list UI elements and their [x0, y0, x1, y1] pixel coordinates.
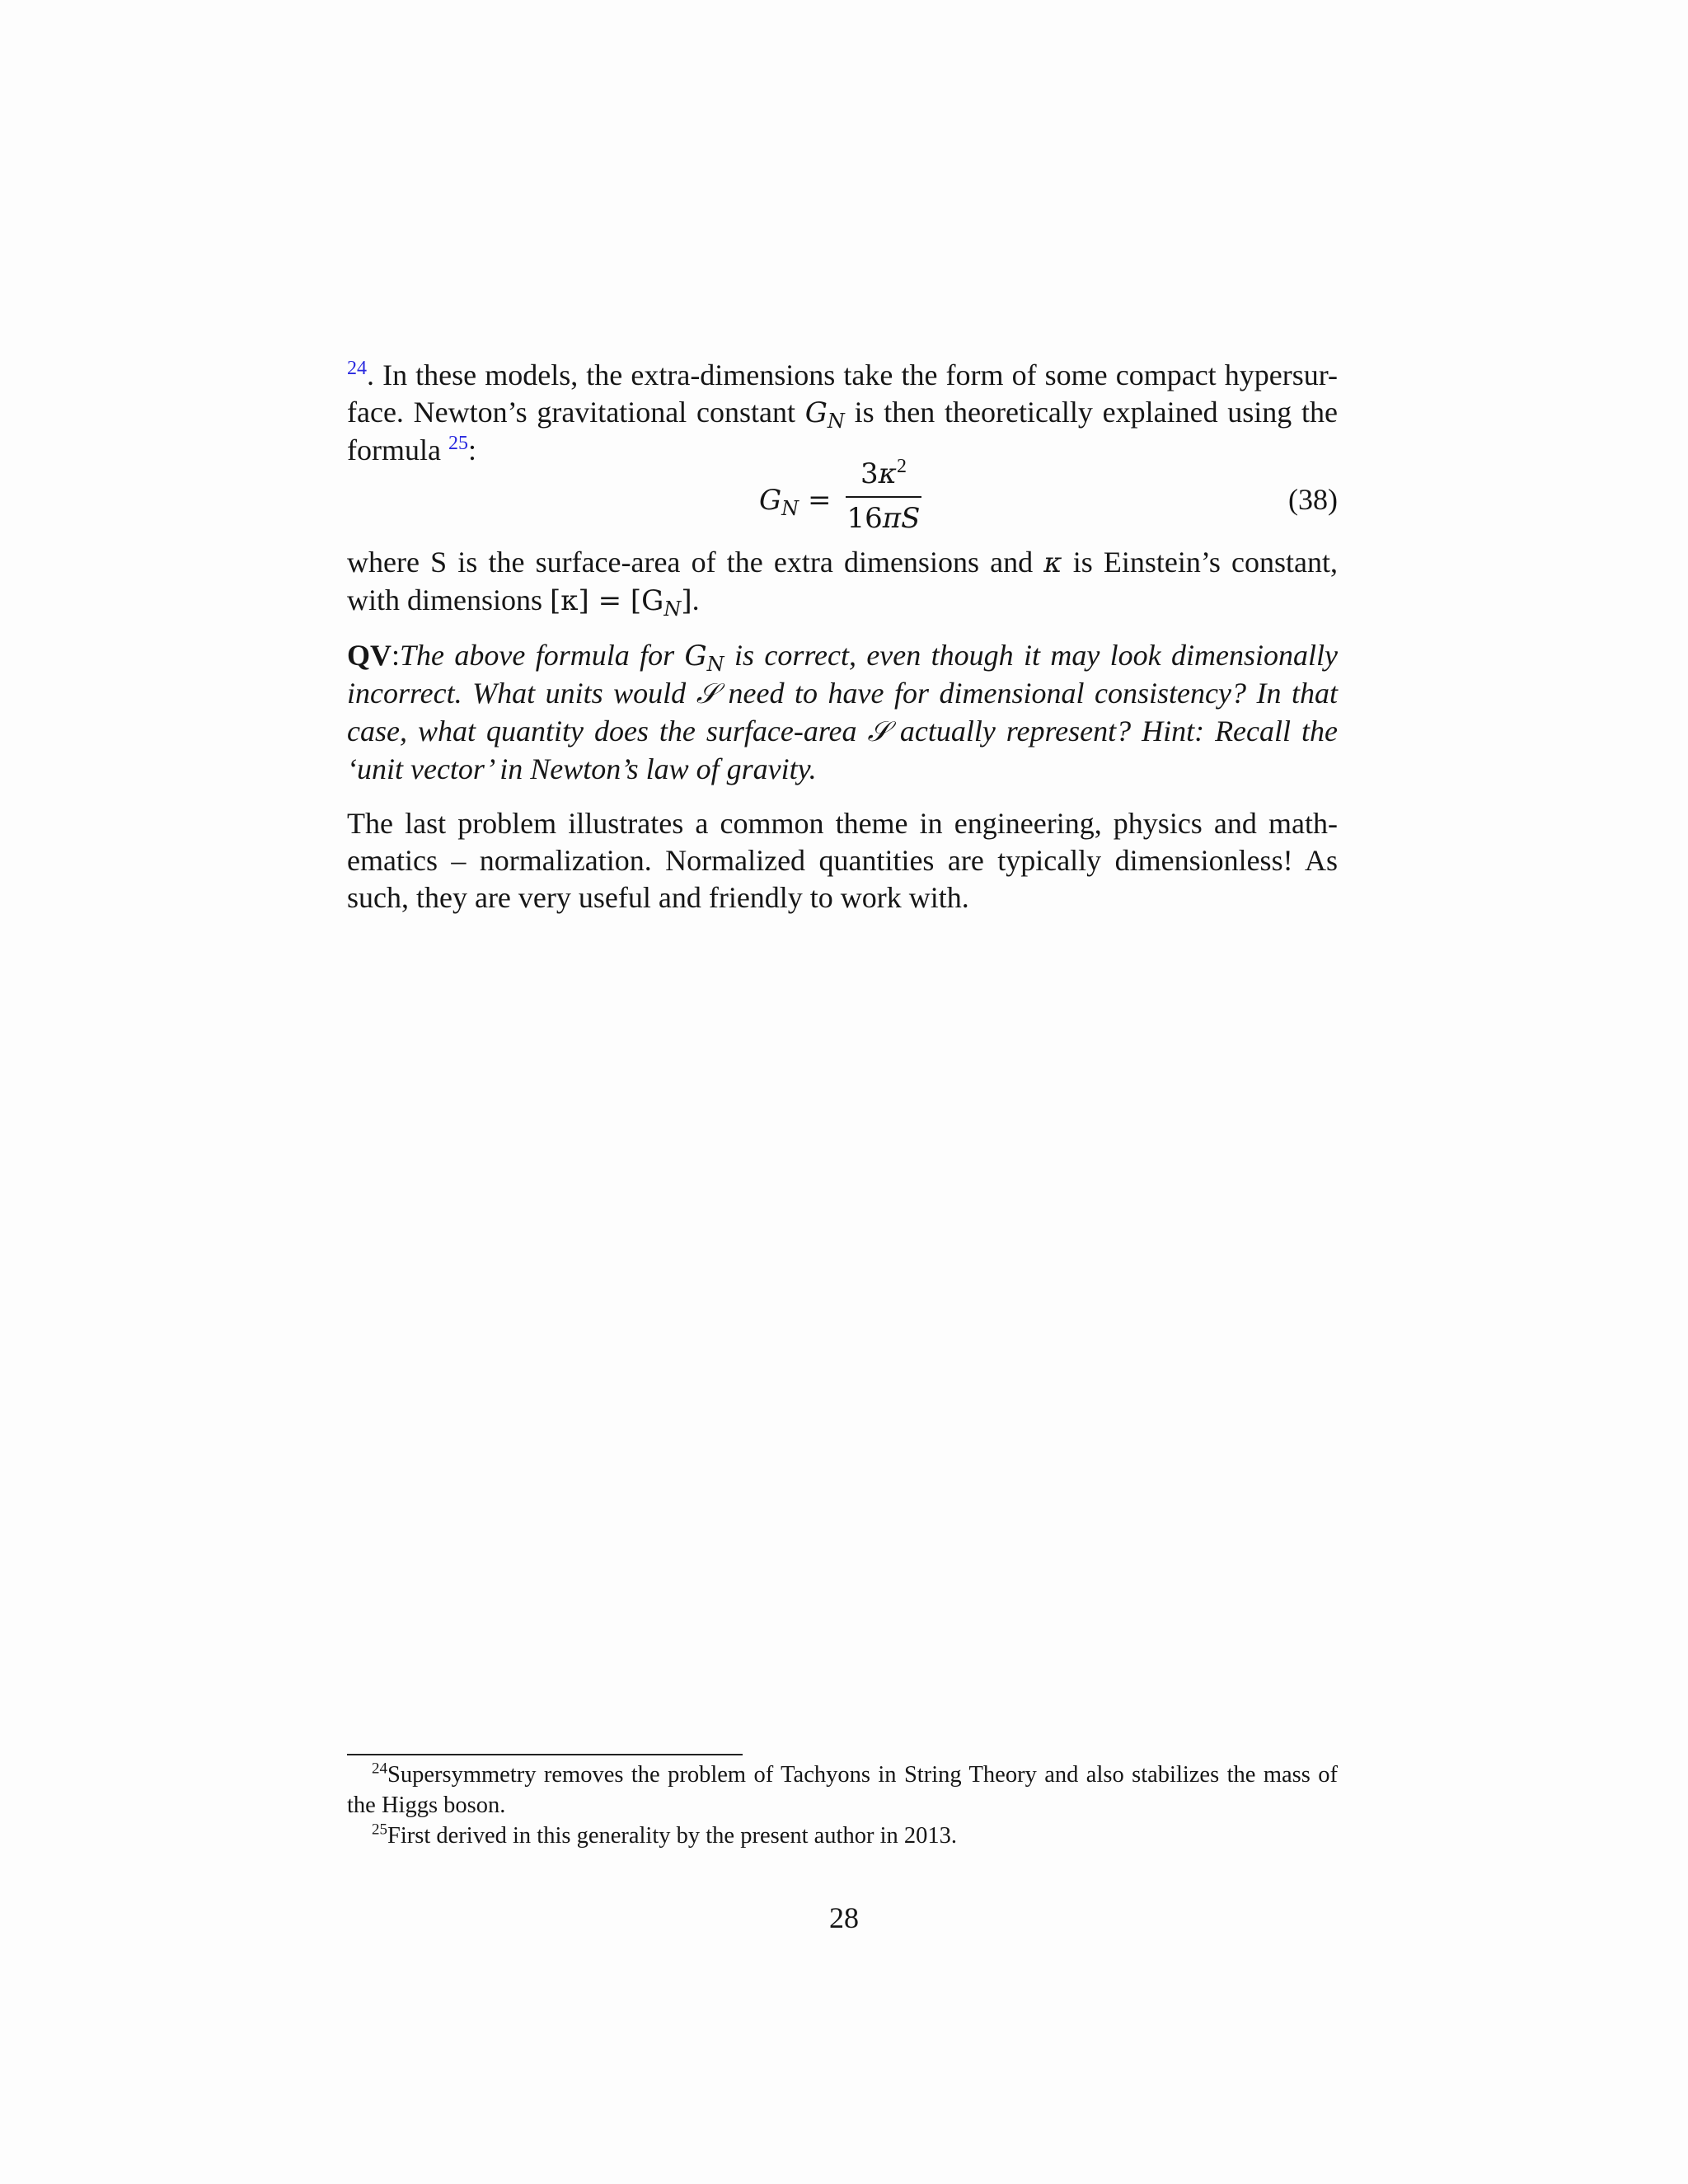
qv-paragraph	[347, 637, 1338, 788]
equation-lhs	[759, 481, 831, 519]
intro-paragraph	[347, 357, 1338, 469]
explanation-text-b: is Einstein’s constant, with dimensions	[347, 546, 1338, 616]
math-sub-n: N	[827, 410, 845, 433]
math-bracket-kappa: [κ]	[550, 584, 589, 617]
eq-g: G	[759, 484, 782, 517]
qv-text-a: The above formula for	[400, 639, 685, 672]
den-pi: π	[882, 502, 902, 535]
explanation-text-a: where S is the surface-area of the extra dimensions and	[347, 546, 1044, 579]
intro-text-c: :	[467, 434, 476, 466]
num-kappa: κ	[878, 457, 897, 490]
math-bracket-sub-n: N	[663, 598, 682, 621]
qv-text-b: is correct, even though it may look dimensionally incorrect. What units would	[347, 639, 1338, 710]
explanation-paragraph	[347, 544, 1338, 620]
footnote-ref-24[interactable]: 24	[347, 358, 367, 379]
footnote-ref-25[interactable]: 25	[448, 433, 468, 454]
footnote-mark-25: 25	[372, 1821, 387, 1839]
eq-sub-n: N	[781, 497, 799, 520]
fraction-denominator	[846, 499, 921, 537]
fraction-bar	[846, 496, 921, 498]
explanation-text-c: .	[692, 583, 700, 616]
intro-text-a: . In these models, the extra-dimensions take the form of some compact hypersur-face. Newton’s gravitational constant	[347, 359, 1338, 429]
equation-38	[347, 455, 1338, 546]
qv-text-c: need to have for dimensional consistency? In that case, what quantity does the surface-area	[347, 677, 1338, 748]
equation-fraction	[846, 455, 921, 537]
qv-colon: :	[392, 639, 401, 672]
intro-text-b: is then theoretically explained using the formula	[347, 396, 1338, 466]
footnote-rule	[347, 1754, 743, 1755]
qv-math-s2: 𝒮	[867, 715, 889, 748]
math-kappa: κ	[1043, 546, 1062, 579]
footnote-mark-24: 24	[372, 1760, 387, 1778]
den-s: S	[901, 502, 921, 535]
footnote-text-25: First derived in this generality by the present author in 2013.	[387, 1823, 957, 1849]
fraction-numerator	[846, 455, 921, 494]
page-number: 28	[829, 1901, 859, 1934]
num-coef: 3	[860, 457, 879, 490]
normalization-paragraph: The last problem illustrates a common theme in engineering, physics and math-ematics – normalization. Normalized quantities are typically dimensionless! As such, they are very useful and friendly to work with.	[347, 807, 1338, 914]
equation-number: (38)	[1288, 483, 1338, 516]
math-equals: =	[588, 584, 631, 617]
qv-math-s1: 𝒮	[696, 677, 719, 710]
footnote-25	[347, 1821, 1338, 1851]
den-coef: 16	[846, 502, 883, 535]
qv-text-d: actually represent? Hint: Recall the ‘unit vector’ in Newton’s law of gravity.	[347, 715, 1338, 785]
qv-label: QV	[347, 639, 392, 672]
num-exponent: 2	[896, 456, 907, 477]
footnote-24	[347, 1760, 1338, 1821]
math-bracket-g: [G	[630, 584, 664, 617]
footnotes	[347, 1760, 1338, 1851]
qv-math-g: G	[684, 640, 707, 673]
math-g: G	[804, 396, 828, 429]
eq-equals: =	[799, 484, 832, 517]
qv-math-sub-n: N	[706, 653, 724, 676]
footnote-text-24: Supersymmetry removes the problem of Tachyons in String Theory and also stabilizes the mass of the Higgs boson.	[347, 1762, 1338, 1818]
math-bracket-close: ]	[681, 584, 692, 617]
